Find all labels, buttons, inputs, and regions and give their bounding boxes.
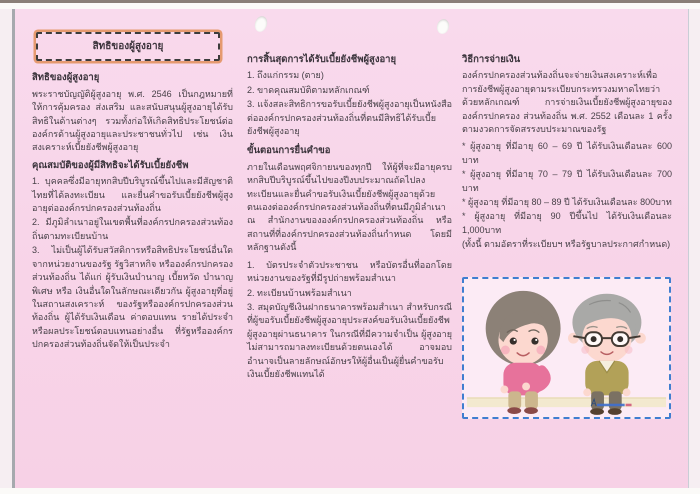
photo-margin-bottom	[0, 488, 700, 494]
termination-item-1: 1. ถึงแก่กรรม (ตาย)	[247, 70, 324, 81]
grandpa-icon	[568, 294, 646, 415]
termination-heading: การสิ้นสุดการได้รับเบี้ยยังชีพผู้สูงอายุ	[247, 54, 397, 65]
qualification-item-2: 2. มีภูมิลำเนาอยู่ในเขตพื้นที่องค์กรปกครองส่วนท้องถิ่นตามทะเบียนบ้าน	[32, 217, 233, 241]
rate-item-70-79: * ผู้สูงอายุ ที่มีอายุ 70 – 79 ปี ได้รับเงินเดือนละ 700 บาท	[462, 169, 672, 193]
rate-item-90-plus: * ผู้สูงอายุ ที่มีอายุ 90 ปีขึ้นไป ได้รับเงินเดือนละ 1,000บาท	[462, 211, 672, 235]
qualification-item-1: 1. บุคคลซึ่งมีอายุหกสิบปีบริบูรณ์ขึ้นไปและมีสัญชาติไทยที่ได้ลงทะเบียน และยื่นคำขอรับเบี้ยยังชีพผู้สูงอายุต่อองค์กรปกครองส่วนท้องถิ่น	[32, 176, 233, 214]
payment-paragraph: องค์กรปกครองส่วนท้องถิ่นจะจ่ายเงินสงเคราะห์เพื่อการยังชีพผู้สูงอายุตามระเบียบกระทรวงมหาดไทยว่าด้วยหลักเกณฑ์ การจ่ายเงินเบี้ยยังชีพผู้สูงอายุขององค์กรปกครอง ส่วนท้องถิ่น พ.ศ. 2552 เดือนละ 1 ครั้ง ตามงวดการจัดสรรงบประมาณของรัฐ	[462, 70, 672, 135]
rate-item-60-69: * ผู้สูงอายุ ที่มีอายุ 60 – 69 ปี ได้รับเงินเดือนละ 600 บาท	[462, 141, 672, 165]
evidence-item-1: 1. บัตรประจำตัวประชาชน หรือบัตรอื่นที่ออกโดยหน่วยงานของรัฐที่มีรูปถ่ายพร้อมสำเนา	[247, 259, 452, 284]
application-steps-heading: ขั้นตอนการยื่นคำขอ	[247, 145, 331, 157]
title-box	[36, 32, 220, 61]
punch-hole-right	[435, 18, 450, 35]
rate-item-80-89: * ผู้สูงอายุ ที่มีอายุ 80 – 89 ปี ได้รับเงินเดือนละ 800บาท	[462, 197, 672, 208]
payment-heading: วิธีการจ่ายเงิน	[462, 54, 521, 65]
column-termination-and-steps	[247, 53, 452, 382]
termination-item-3: 3. แจ้งสละสิทธิการขอรับเบี้ยยังชีพผู้สูงอายุเป็นหนังสือต่อองค์กรปกครองส่วนท้องถิ่นที่ตนมีสิทธิได้รับเบี้ยยังชีพผู้สูงอายุ	[247, 99, 452, 137]
elderly-couple-illustration	[462, 277, 671, 419]
page-title: สิทธิของผู้สูงอายุ	[92, 41, 164, 52]
punch-hole-left	[253, 15, 269, 34]
evidence-item-3: 3. สมุดบัญชีเงินฝากธนาคารพร้อมสำเนา สำหรับกรณีที่ผู้ขอรับเบี้ยยังชีพผู้สูงอายุประสงค์ขอรับเงินเบี้ยยังชีพผู้สูงอายุผ่านธนาคาร ในกรณีที่มีความจำเป็น ผู้สูงอายุไม่สามารถมาลงทะเบียนด้วยตนเองได้ อาจมอบอำนาจเป็นลายลักษณ์อักษรให้ผู้อื่นเป็นผู้ยื่นคำขอรับเงินเบี้ยยังชีพแทนได้	[247, 301, 452, 379]
termination-item-2: 2. ขาดคุณสมบัติตามหลักเกณฑ์	[247, 84, 370, 95]
elderly-couple-icon	[464, 279, 669, 417]
rights-heading: สิทธิของผู้สูงอายุ	[32, 72, 100, 84]
qualification-item-3: 3. ไม่เป็นผู้ได้รับสวัสดิการหรือสิทธิประโยชน์อื่นใดจากหน่วยงานของรัฐ รัฐวิสาหกิจ หรือองค์กรปกครองส่วนท้องถิ่น ได้แก่ ผู้รับเงินบำนาญ เบี้ยหวัด บำนาญพิเศษ หรือ เงินอื่นใดในลักษณะเดียวกัน ผู้สูงอายุที่อยู่ในสถานสงเคราะห์ ของรัฐหรือองค์กรปกครองส่วนท้องถิ่น ผู้ได้รับเงินเดือน ค่าตอบแทน รายได้ประจำ หรือผลประโยชน์ตอบแทนอย่างอื่น ที่รัฐหรือองค์กรปกครองส่วนท้องถิ่นจัดให้เป็นประจำ	[32, 245, 233, 350]
evidence-item-2: 2. ทะเบียนบ้านพร้อมสำเนา	[247, 287, 352, 298]
application-steps-paragraph: ภายในเดือนพฤศจิกายนของทุกปี ให้ผู้ที่จะมีอายุครบหกสิบปีบริบูรณ์ขึ้นไปของปีงบประมาณถัดไปลงทะเบียนและยื่นคำขอรับเงินเบี้ยยังชีพผู้สูงอายุด้วยตนเองต่อองค์กรปกครองส่วนท้องถิ่นที่ตนมีภูมิลำเนา ณ สำนักงานขององค์กรปกครองส่วนท้องถิ่น หรือสถานที่ที่องค์กรปกครองส่วนท้องถิ่นกำหนด โดยมีหลักฐานดังนี้	[247, 161, 452, 253]
rights-intro-paragraph: พระราชบัญญัติผู้สูงอายุ พ.ศ. 2546 เป็นกฎหมายที่ให้การคุ้มครอง ส่งเสริม และสนับสนุนผู้สูงอายุได้รับสิทธิในด้านต่างๆ รวมทั้งก่อให้เกิดสิทธิประโยชน์ต่อองค์กรด้านผู้สูงอายุและประชาชนทั่วไป เช่น เงินสงเคราะห์เบี้ยยังชีพผู้สูงอายุ	[32, 88, 233, 153]
column-elderly-rights	[32, 29, 233, 353]
brochure-page	[12, 9, 689, 488]
qualifications-heading: คุณสมบัติของผู้มีสิทธิจะได้รับเบี้ยยังชีพ	[32, 159, 189, 171]
rate-note: (ทั้งนี้ ตามอัตราที่ระเบียบฯ หรือรัฐบาลประกาศกำหนด)	[462, 239, 671, 250]
grandma-icon	[486, 291, 561, 414]
column-payment-method	[462, 53, 672, 253]
